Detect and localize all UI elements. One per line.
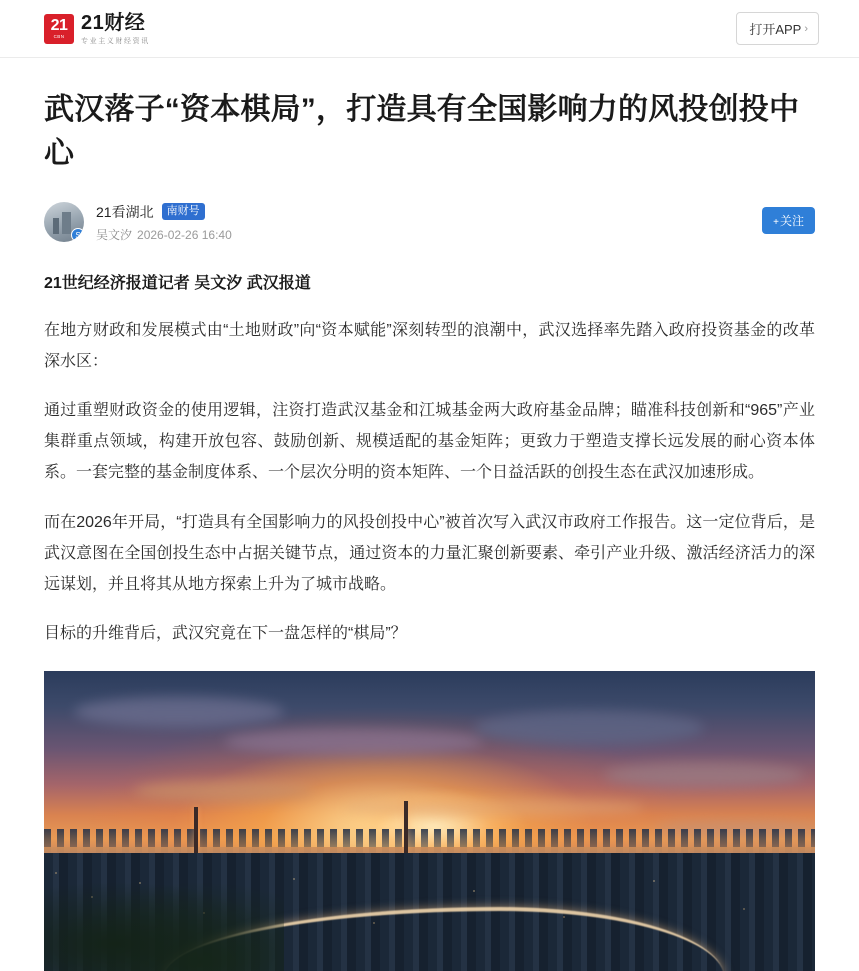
brand-text — [81, 12, 150, 46]
article-body — [0, 88, 859, 971]
page-title: 武汉落子“资本棋局”，打造具有全国影响力的风投创投中心 — [44, 93, 800, 170]
article-paragraph: 在地方财政和发展模式由“土地财政”向“资本赋能”深刻转型的浪潮中，武汉选择率先踏入政府投资基金的改革深水区： — [44, 321, 815, 370]
byline-account-row — [96, 202, 232, 222]
account-name[interactable]: 21看湖北 — [96, 203, 154, 220]
byline-meta-row — [96, 226, 232, 243]
brand-slogan: 专业主义财经资讯 — [81, 37, 150, 45]
plus-icon: + — [773, 217, 779, 228]
avatar-verified-badge-icon: S — [71, 228, 84, 242]
article-paragraph: 通过重塑财政资金的使用逻辑，注资打造武汉基金和江城基金两大政府基金品牌；瞄准科技创新和“965”产业集群重点领域，构建开放包容、鼓励创新、规模适配的基金矩阵；更致力于塑造支撑长远发展的耐心资本体系。一套完整的基金制度体系、一个层次分明的资本矩阵、一个日益活跃的创投生态在武汉加速形成。 — [44, 401, 815, 482]
logo-badge-icon — [44, 14, 74, 44]
account-tag-badge: 南财号 — [162, 203, 205, 220]
open-app-label: 打开APP — [749, 22, 802, 37]
logo-badge-sub: CBN — [53, 34, 65, 39]
article-lead: 21世纪经济报道记者 吴文汐 武汉报道 — [44, 275, 311, 292]
brand-title: 21财经 — [81, 11, 146, 34]
publish-timestamp: 2026-02-26 16:40 — [137, 227, 232, 242]
open-app-button[interactable] — [736, 12, 819, 45]
follow-button[interactable] — [762, 207, 815, 234]
article-paragraph: 而在2026年开局，“打造具有全国影响力的风投创投中心”被首次写入武汉市政府工作报告。这一定位背后，是武汉意图在全国创投生态中占据关键节点，通过资本的力量汇聚创新要素、牵引产业升级、激活经济活力的深远谋划，并且将其从地方探索上升为了城市战略。 — [44, 513, 815, 593]
byline-text — [96, 202, 232, 243]
avatar[interactable] — [44, 202, 84, 242]
site-header — [0, 0, 859, 58]
article-paragraph: 目标的升维背后，武汉究竟在下一盘怎样的“棋局”？ — [44, 625, 407, 643]
follow-label: 关注 — [779, 214, 804, 228]
foreground-trees — [44, 881, 284, 971]
site-logo[interactable] — [44, 12, 150, 46]
reporter-name: 吴文汐 — [96, 227, 133, 242]
byline — [44, 199, 815, 245]
logo-badge-number: 21 — [50, 16, 68, 34]
article-hero-image — [44, 671, 815, 971]
chevron-right-icon: › — [804, 22, 808, 35]
